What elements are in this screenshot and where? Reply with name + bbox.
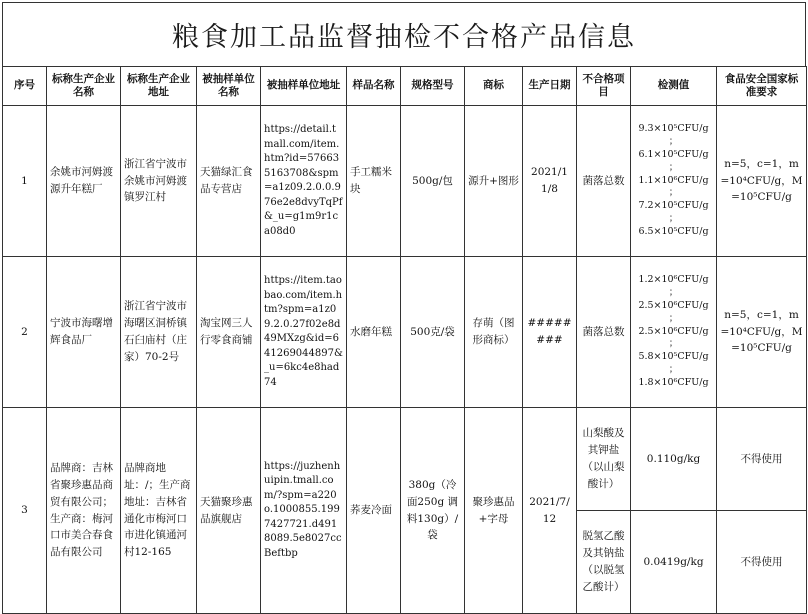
measured-value: 7.2×10⁵CFU/g [638,200,709,212]
cell-sampled-unit: 淘宝网三人行零食商铺 [197,257,261,408]
cell-company-address: 浙江省宁波市海曙区洞桥镇石臼庙村（庄家）70-2号 [121,257,197,408]
measured-value: 1.8×10⁶CFU/g [638,376,709,388]
cell-standard: n=5，c=1，m=10⁴CFU/g，M=10⁵CFU/g [717,257,807,408]
measured-value: 2.5×10⁶CFU/g [638,325,709,337]
cell-company-address: 浙江省宁波市余姚市河姆渡镇罗江村 [121,106,197,257]
header-row [3,67,807,106]
cell-spec: 500克/袋 [401,257,465,408]
header-measured-value: 检测值 [631,67,717,106]
cell-date: 2021/7/12 [523,408,577,614]
cell-measured-value: 0.110g/kg [631,408,717,511]
product-table [2,66,807,614]
measured-value: 2.5×10⁶CFU/g [638,299,709,311]
header-no: 序号 [3,67,47,106]
value-separator: ； [668,136,679,148]
table-row [3,408,807,511]
cell-company: 品牌商：吉林省聚珍惠品商贸有限公司；生产商：梅河口市美合春食品有限公司 [47,408,121,614]
cell-standard: 不得使用 [717,408,807,511]
cell-spec: 380g（冷面250g 调料130g）/袋 [401,408,465,614]
title-bar [2,2,806,66]
cell-no: 2 [3,257,47,408]
cell-company: 宁波市海曙增辉食品厂 [47,257,121,408]
cell-sampled-unit: 天猫绿汇食品专营店 [197,106,261,257]
measured-value: 6.5×10⁵CFU/g [638,225,709,237]
cell-sampled-address: https://item.taobao.com/item.htm?spm=a1z09.2.0.27f02e8d49MXzg&id=641269044897&_u=6kc4e8had74 [261,257,347,408]
header-sampled-address: 被抽样单位地址 [261,67,347,106]
cell-company-address: 品牌商地址：/；生产商地址：吉林省通化市梅河口市进化镇通河村12-165 [121,408,197,614]
measured-value: 5.8×10⁵CFU/g [638,351,709,363]
value-separator: ； [668,338,679,350]
table-row [3,106,807,257]
measured-value: 9.3×10⁵CFU/g [638,123,709,135]
cell-sample-name: 荞麦冷面 [347,408,401,614]
header-company-address: 标称生产企业地址 [121,67,197,106]
header-failed-item: 不合格项目 [577,67,631,106]
header-company: 标称生产企业名称 [47,67,121,106]
value-separator: ； [668,312,679,324]
cell-sample-name: 手工糯米块 [347,106,401,257]
header-sample-name: 样品名称 [347,67,401,106]
cell-failed-item: 菌落总数 [577,106,631,257]
cell-standard: n=5，c=1，m=10⁴CFU/g，M=10⁵CFU/g [717,106,807,257]
header-sampled-unit: 被抽样单位名称 [197,67,261,106]
table-row [3,257,807,408]
measured-value: 1.1×10⁶CFU/g [638,174,709,186]
cell-date: 2021/11/8 [523,106,577,257]
header-spec: 规格型号 [401,67,465,106]
cell-sampled-address: https://juzhenhuipin.tmall.com/?spm=a220o.1000855.1997427721.d4918089.5e8027ccBeftbp [261,408,347,614]
cell-date: ######## [523,257,577,408]
cell-measured-values [631,257,717,408]
header-date: 生产日期 [523,67,577,106]
measured-value: 1.2×10⁶CFU/g [638,274,709,286]
value-separator: ； [668,213,679,225]
cell-no: 3 [3,408,47,614]
header-standard: 食品安全国家标准要求 [717,67,807,106]
cell-company: 余姚市河姆渡源升年糕厂 [47,106,121,257]
cell-brand: 源升+图形 [465,106,523,257]
cell-brand: 聚珍惠品+字母 [465,408,523,614]
cell-sampled-address: https://detail.tmall.com/item.htm?id=576635163708&spm=a1z09.2.0.0.976e2e8dvyTqPf&_u=g1m9r1ca08d0 [261,106,347,257]
value-separator: ； [668,161,679,173]
cell-sample-name: 水磨年糕 [347,257,401,408]
cell-no: 1 [3,106,47,257]
value-separator: ； [668,287,679,299]
value-separator: ； [668,364,679,376]
cell-sampled-unit: 天猫聚珍惠品旗舰店 [197,408,261,614]
value-separator: ； [668,187,679,199]
cell-standard: 不得使用 [717,511,807,614]
cell-failed-item: 山梨酸及其钾盐（以山梨酸计） [577,408,631,511]
cell-spec: 500g/包 [401,106,465,257]
cell-brand: 存萌（图形商标） [465,257,523,408]
cell-failed-item: 脱氢乙酸及其钠盐（以脱氢乙酸计） [577,511,631,614]
cell-failed-item: 菌落总数 [577,257,631,408]
cell-measured-value: 0.0419g/kg [631,511,717,614]
header-brand: 商标 [465,67,523,106]
cell-measured-values [631,106,717,257]
page-title: 粮食加工品监督抽检不合格产品信息 [172,22,636,53]
measured-value: 6.1×10⁵CFU/g [638,148,709,160]
